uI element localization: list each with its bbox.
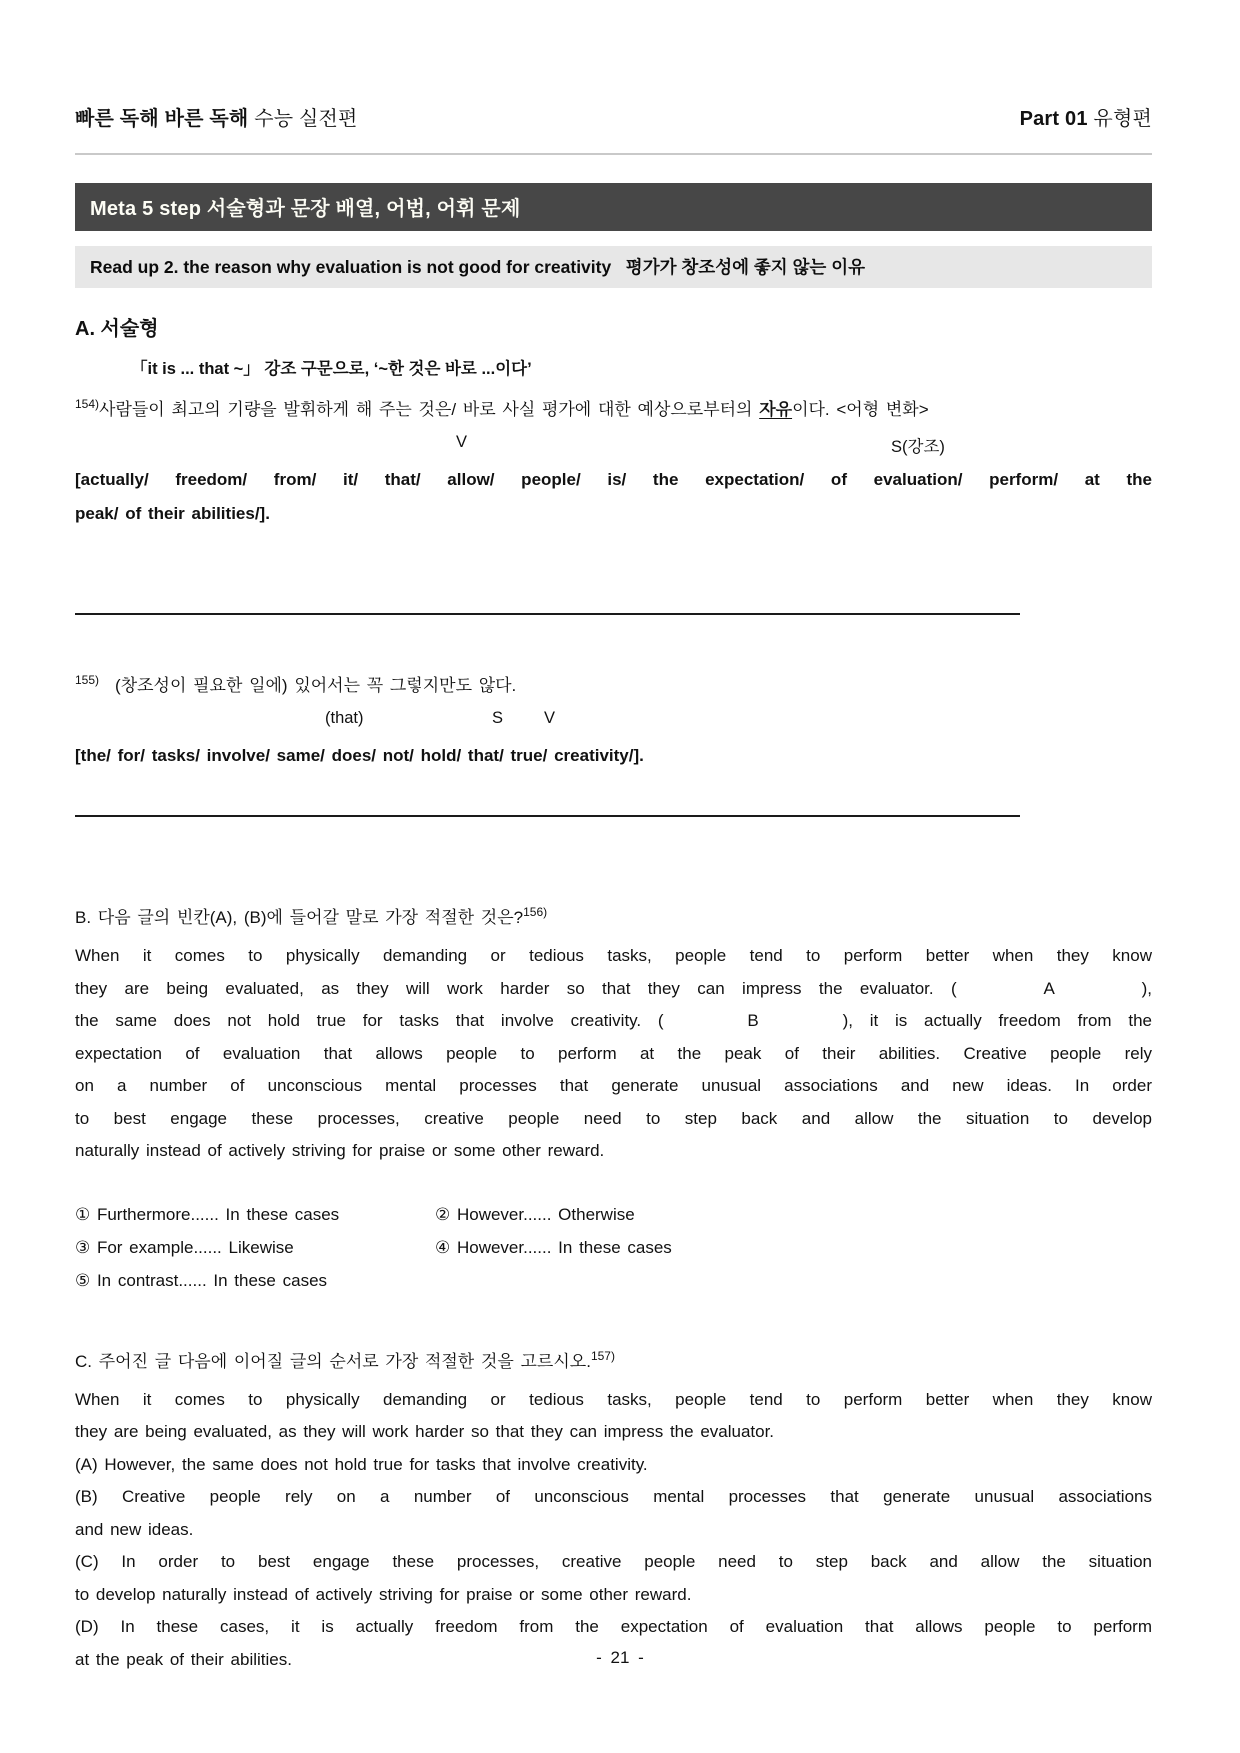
sentence-154-tail: 이다. <어형 변화>: [792, 400, 929, 419]
verb-marker: V: [544, 709, 556, 727]
passage-item-a: [75, 1449, 1152, 1482]
header-divider: [75, 153, 1152, 155]
syntax-markers-155: [75, 703, 1152, 735]
passage-item-b: [75, 1481, 1152, 1546]
section-b-question: B. 다음 글의 빈칸(A), (B)에 들어갈 말로 가장 적절한 것은?: [75, 908, 524, 927]
section-c-heading: [75, 1347, 1152, 1372]
choice-row: [75, 1198, 1152, 1231]
sentence-155-text: (창조성이 필요한 일에) 있어서는 꼭 그렇지만도 않다.: [115, 676, 517, 695]
sentence-154: [75, 389, 1152, 425]
footnote-num-157: 157): [590, 1348, 615, 1363]
passage-intro: [75, 1384, 1152, 1449]
subject-marker: S(강조): [891, 438, 945, 456]
section-b-heading: [75, 903, 1152, 928]
choice-5: ⑤ In contrast...... In these cases: [75, 1270, 328, 1290]
choice-4: ④ However...... In these cases: [435, 1237, 672, 1257]
scramble-line: [actually/ freedom/ from/ it/ that/ allow/ people/ is/ the expectation/ of evaluation/ perform/ at the: [75, 470, 1152, 489]
text-line: When it comes to physically demanding or tedious tasks, people tend to perform better when they know: [75, 1389, 1152, 1409]
section-c-passage: [75, 1384, 1152, 1677]
book-title-bold: 빠른 독해 바른 독해: [75, 108, 249, 130]
text-line: on a number of unconscious mental processes that generate unusual associations and new ideas. In order: [75, 1076, 1152, 1095]
text-line: (A) However, the same does not hold true for tasks that involve creativity.: [75, 1454, 648, 1474]
syntax-markers-154: [75, 427, 1152, 459]
text-line: (B) Creative people rely on a number of unconscious mental processes that generate unusual associations: [75, 1487, 1152, 1506]
answer-line: [75, 613, 1020, 615]
running-header: [75, 102, 1152, 131]
passage-item-c: [75, 1546, 1152, 1611]
section-b-passage: [75, 940, 1152, 1168]
that-marker: (that): [325, 709, 364, 727]
choice-empty: [435, 1264, 1152, 1297]
text-line: and new ideas.: [75, 1519, 194, 1539]
answer-line: [75, 815, 1020, 817]
verb-marker: V: [456, 433, 468, 451]
part-label-regular: 유형편: [1087, 108, 1152, 130]
text-line: they are being evaluated, as they will work harder so that they can impress the evaluator.: [75, 1422, 775, 1441]
text-line: to develop naturally instead of actively striving for praise or some other reward.: [75, 1584, 692, 1604]
text-line: (D) In these cases, it is actually freedom from the expectation of evaluation that allows people to perform: [75, 1617, 1152, 1636]
grammar-note: 「it is ... that ~」 강조 구문으로, ‘~한 것은 바로 ...이다’: [131, 360, 532, 378]
page-number: - 21 -: [596, 1648, 644, 1667]
book-title: [75, 102, 358, 131]
sentence-154-emphasis: 자유: [759, 400, 793, 419]
subject-marker: S: [492, 709, 504, 727]
section-c-question: C. 주어진 글 다음에 이어질 글의 순서로 가장 적절한 것을 고르시오.: [75, 1351, 591, 1371]
section-a-heading: A. 서술형: [75, 318, 159, 340]
part-label-bold: Part 01: [1019, 108, 1088, 130]
choice-2: ② However...... Otherwise: [435, 1204, 635, 1224]
text-line: When it comes to physically demanding or tedious tasks, people tend to perform better when they know: [75, 946, 1152, 965]
choice-row: [75, 1264, 1152, 1297]
scramble-line: [the/ for/ tasks/ involve/ same/ does/ not/ hold/ that/ true/ creativity/].: [75, 746, 644, 765]
text-line: (C) In order to best engage these processes, creative people need to step back and allow the situation: [75, 1552, 1152, 1571]
readup-title-bar: Read up 2. the reason why evaluation is not good for creativity 평가가 창조성에 좋지 않는 이유: [75, 246, 1152, 288]
text-line: at the peak of their abilities.: [75, 1649, 292, 1669]
scramble-words-155: [75, 739, 1152, 773]
choice-1: ① Furthermore...... In these cases: [75, 1204, 340, 1224]
text-line: expectation of evaluation that allows people to perform at the peak of their abilities. Creative people rely: [75, 1043, 1152, 1063]
scramble-line: peak/ of their abilities/].: [75, 504, 270, 523]
answer-choices: [75, 1198, 1152, 1297]
footnote-num-154: 154): [75, 397, 100, 411]
text-line: naturally instead of actively striving for praise or some other reward.: [75, 1141, 605, 1160]
footnote-num-156: 156): [523, 905, 548, 919]
meta-title-bar: Meta 5 step 서술형과 문장 배열, 어법, 어휘 문제: [75, 183, 1152, 231]
text-line: to best engage these processes, creative people need to step back and allow the situation to develop: [75, 1108, 1152, 1128]
choice-row: [75, 1231, 1152, 1264]
book-title-regular: 수능 실전편: [248, 108, 358, 130]
sentence-155: [75, 665, 1152, 701]
footnote-num-155: 155): [75, 673, 100, 687]
part-label: [1020, 102, 1152, 131]
text-line: they are being evaluated, as they will work harder so that they can impress the evaluator. ( A ),: [75, 978, 1152, 998]
text-line: the same does not hold true for tasks that involve creativity. ( B ), it is actually freedom from the: [75, 1011, 1152, 1030]
sentence-154-text: 사람들이 최고의 기량을 발휘하게 해 주는 것은/ 바로 사실 평가에 대한 예상으로부터의: [99, 400, 760, 419]
choice-3: ③ For example...... Likewise: [75, 1237, 294, 1257]
scramble-words-154: [75, 463, 1152, 531]
